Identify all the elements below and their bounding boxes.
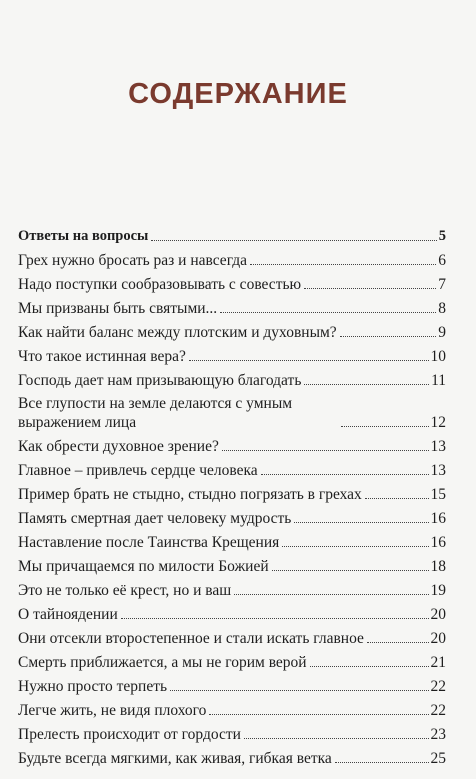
dot-leader [220,312,436,313]
dot-leader [170,690,428,691]
toc-entry [18,624,446,648]
dot-leader [272,570,429,571]
toc-entry-title: Что такое истинная вера? [18,348,186,365]
toc-entry [18,246,446,270]
dot-leader [340,336,437,337]
toc-entry-title: Грех нужно бросать раз и навсегда [18,252,248,269]
toc-entry-page: 16 [430,510,446,527]
dot-leader [341,426,429,427]
dot-leader [294,522,428,523]
dot-leader [222,450,429,451]
toc-entry [18,480,446,504]
toc-entry-title: Мы причащаемся по милости Божией [18,558,269,575]
toc-entry-page: 13 [430,462,446,479]
toc-entry-title: Будьте всегда мягкими, как живая, гибкая ветка [18,750,332,767]
dot-leader [261,474,429,475]
toc-entry-page: 15 [430,486,446,503]
dot-leader [304,384,429,385]
toc-entry-page: 23 [430,726,446,743]
toc-entry [18,576,446,600]
toc-entry-title: Легче жить, не видя плохого [18,702,207,719]
toc-entry [18,390,446,432]
table-of-contents [18,222,446,768]
dot-leader [244,738,429,739]
toc-entry [18,294,446,318]
dot-leader [151,240,436,241]
toc-entry-title: Память смертная дает человеку мудрость [18,510,292,527]
dot-leader [189,360,429,361]
toc-entry-title: Как найти баланс между плотским и духовным? [18,324,337,341]
toc-entry-title: Пример брать не стыдно, стыдно погрязать в грехах [18,486,362,503]
toc-entry [18,720,446,744]
toc-entry-page: 13 [430,438,446,455]
toc-entry [18,432,446,456]
toc-entry-page: 8 [438,300,446,317]
toc-entry [18,456,446,480]
dot-leader [367,642,429,643]
dot-leader [234,594,428,595]
dot-leader [335,762,429,763]
toc-entry-page: 12 [430,414,446,431]
toc-entry-title: Главное – привлечь сердце человека [18,462,258,479]
toc-entry-page: 20 [430,606,446,623]
toc-entry-title: О тайноядении [18,606,118,623]
toc-entry-title: Это не только её крест, но и ваш [18,582,232,599]
toc-entry-title: Нужно просто терпеть [18,678,168,695]
toc-entry [18,366,446,390]
toc-entry-title: Ответы на вопросы [18,228,149,244]
toc-entry [18,648,446,672]
toc-entry-title: Все глупости на земле делаются с умным выражением лица [18,395,293,431]
toc-entry-page: 22 [430,678,446,695]
toc-entry [18,270,446,294]
toc-entry-page: 19 [430,582,446,599]
toc-entry-title: Прелесть происходит от гордости [18,726,241,743]
page-title: СОДЕРЖАНИЕ [128,78,348,110]
dot-leader [365,498,429,499]
toc-entry [18,318,446,342]
dot-leader [209,714,428,715]
toc-entry-page: 10 [430,348,446,365]
toc-entry [18,504,446,528]
toc-entry-page: 5 [438,228,446,244]
toc-entry [18,222,446,246]
toc-entry-page: 11 [431,372,446,389]
toc-entry [18,672,446,696]
toc-entry-title: Смерть приближается, а мы не горим верой [18,654,307,671]
toc-entry [18,528,446,552]
dot-leader [310,666,429,667]
toc-entry-page: 9 [438,324,446,341]
toc-entry-title: Надо поступки сообразовывать с совестью [18,276,302,293]
toc-entry [18,696,446,720]
dot-leader [304,288,436,289]
dot-leader [121,618,429,619]
dot-leader [250,264,436,265]
toc-entry-page: 18 [430,558,446,575]
toc-entry-title: Они отсекли второстепенное и стали искать главное [18,630,364,647]
dot-leader [282,546,428,547]
toc-entry-title: Господь дает нам призывающую благодать [18,372,302,389]
toc-entry-page: 22 [430,702,446,719]
toc-entry-title: Наставление после Таинства Крещения [18,534,280,551]
toc-entry-page: 6 [438,252,446,269]
toc-entry [18,600,446,624]
toc-entry-title: Мы призваны быть святыми... [18,300,218,317]
toc-entry [18,342,446,366]
toc-entry-page: 16 [430,534,446,551]
toc-entry-page: 25 [430,750,446,767]
toc-entry-page: 7 [438,276,446,293]
toc-entry-title: Как обрести духовное зрение? [18,438,219,455]
toc-entry-page: 20 [430,630,446,647]
toc-entry [18,744,446,768]
toc-entry [18,552,446,576]
toc-entry-page: 21 [430,654,446,671]
